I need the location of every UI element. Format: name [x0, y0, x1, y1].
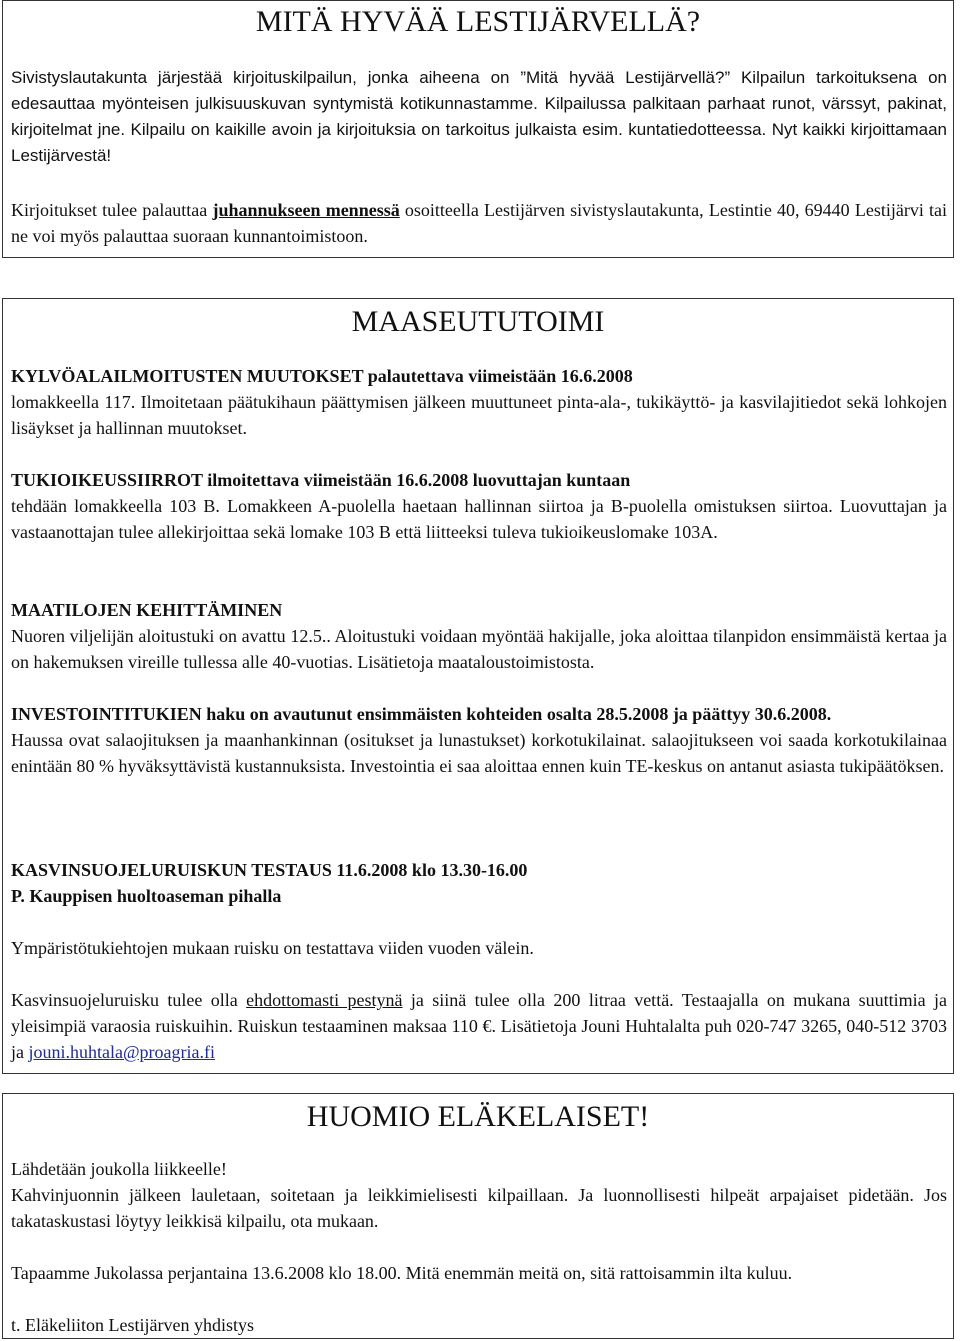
farm-development-notice: [11, 597, 947, 675]
farm-development-heading: MAATILOJEN KEHITTÄMINEN: [11, 600, 283, 620]
investment-notice: [11, 701, 947, 779]
writing-contest-box: [2, 0, 954, 258]
sprayer-test-heading: [11, 857, 947, 909]
investment-heading: INVESTOINTITUKIEN haku on avautunut ensimmäisten kohteiden osalta 28.5.2008 ja päättyy 30.6.2008.: [11, 704, 832, 724]
pensioners-box: [2, 1093, 954, 1339]
support-transfer-notice: [11, 467, 947, 545]
deadline-underlined: juhannukseen mennessä: [212, 200, 400, 220]
rural-services-box: [2, 298, 954, 1074]
washed-underlined: ehdottomasti pestynä: [246, 990, 403, 1010]
pensioners-signature: t. Eläkeliiton Lestijärven yhdistys: [11, 1315, 254, 1335]
sowing-area-body: lomakkeella 117. Ilmoitetaan päätukihaun päättymisen jälkeen muuttuneet pinta-ala-, tukikäyttö- ja kasvilajitiedot sekä lohkojen lisäykset ja hallinnan muutokset.: [11, 392, 947, 438]
sprayer-details-end: ja siinä tulee olla 200 litraa vettä. Testaajalla on mukana suuttimia ja yleisimpiä varaosia ruiskuihin. Ruiskun testaaminen maksaa 110 €. Lisätietoja Jouni Huhtalalta puh 020-747 3265, 040-512 3703 ja: [11, 990, 947, 1062]
pensioners-line-3: Tapaamme Jukolassa perjantaina 13.6.2008 klo 18.00. Mitä enemmän meitä on, sitä rattoisammin ilta kuluu.: [11, 1263, 793, 1283]
investment-body: Haussa ovat salaojituksen ja maanhankinnan (ositukset ja lunastukset) korkotukilainat. salaojitukseen voi saada korkotukilainaa enintään 80 % hyväksyttävistä kustannuksista. Investointia ei saa aloittaa ennen kuin TE-keskus on antanut asiasta tukipäätöksen.: [11, 730, 947, 776]
pensioners-line-2: Kahvinjuonnin jälkeen lauletaan, soitetaan ja leikkimielisesti kilpaillaan. Ja luonnollisesti hilpeät arpajaiset pidetään. Jos takataskustasi löytyy leikkisä kilpailu, ota mukaan.: [11, 1185, 947, 1231]
sprayer-test-heading-line2: P. Kauppisen huoltoaseman pihalla: [11, 886, 282, 906]
sprayer-test-rule: Ympäristötukiehtojen mukaan ruisku on testattava viiden vuoden välein.: [11, 938, 534, 958]
pensioners-title: HUOMIO ELÄKELAISET!: [306, 1100, 650, 1133]
sprayer-test-details: [11, 987, 947, 1065]
sowing-area-notice: [11, 363, 947, 441]
contest-return-paragraph: [11, 197, 947, 249]
return-text-start: Kirjoitukset tulee palauttaa: [11, 200, 213, 220]
sowing-area-heading: KYLVÖALAILMOITUSTEN MUUTOKSET palautettava viimeistään 16.6.2008: [11, 366, 633, 386]
contest-title: MITÄ HYVÄÄ LESTIJÄRVELLÄ?: [255, 5, 701, 38]
sprayer-test-heading-line1: KASVINSUOJELURUISKUN TESTAUS 11.6.2008 klo 13.30-16.00: [11, 860, 528, 880]
sprayer-details-start: Kasvinsuojeluruisku tulee olla: [11, 990, 247, 1010]
contact-email-link[interactable]: jouni.huhtala@proagria.fi: [28, 1042, 216, 1062]
support-transfer-heading: TUKIOIKEUSSIIRROT ilmoitettava viimeistään 16.6.2008 luovuttajan kuntaan: [11, 470, 631, 490]
farm-development-body: Nuoren viljelijän aloitustuki on avattu 12.5.. Aloitustuki voidaan myöntää hakijalle, joka aloittaa tilanpidon ensimmäistä kertaa ja on hakemuksen vireille tullessa alle 40-vuotias. Lisätietoja maataloustoimistosta.: [11, 626, 947, 672]
return-text-end: osoitteella Lestijärven sivistyslautakunta, Lestintie 40, 69440 Lestijärvi tai ne voi myös palauttaa suoraan kunnantoimistoon.: [11, 200, 947, 246]
contest-paragraph: Sivistyslautakunta järjestää kirjoituskilpailun, jonka aiheena on ”Mitä hyvää Lestijärvellä?” Kilpailun tarkoituksena on edesauttaa myönteisen julkisuuskuvan syntymistä kotikunnastamme. Kilpailussa palkitaan parhaat runot, värssyt, pakinat, kirjoitelmat jne. Kilpailu on kaikille avoin ja kirjoituksia on tarkoitus julkaista esim. kuntatiedotteessa. Nyt kaikki kirjoittamaan Lestijärvestä!: [11, 68, 947, 165]
rural-services-title: MAASEUTUTOIMI: [351, 305, 605, 338]
pensioners-line-1: Lähdetään joukolla liikkeelle!: [11, 1159, 227, 1179]
support-transfer-body: tehdään lomakkeella 103 B. Lomakkeen A-puolella haetaan hallinnan siirtoa ja B-puolella omistuksen siirtoa. Luovuttajan ja vastaanottajan tulee allekirjoittaa sekä lomake 103 B että liitteeksi tuleva tukioikeuslomake 103A.: [11, 496, 947, 542]
